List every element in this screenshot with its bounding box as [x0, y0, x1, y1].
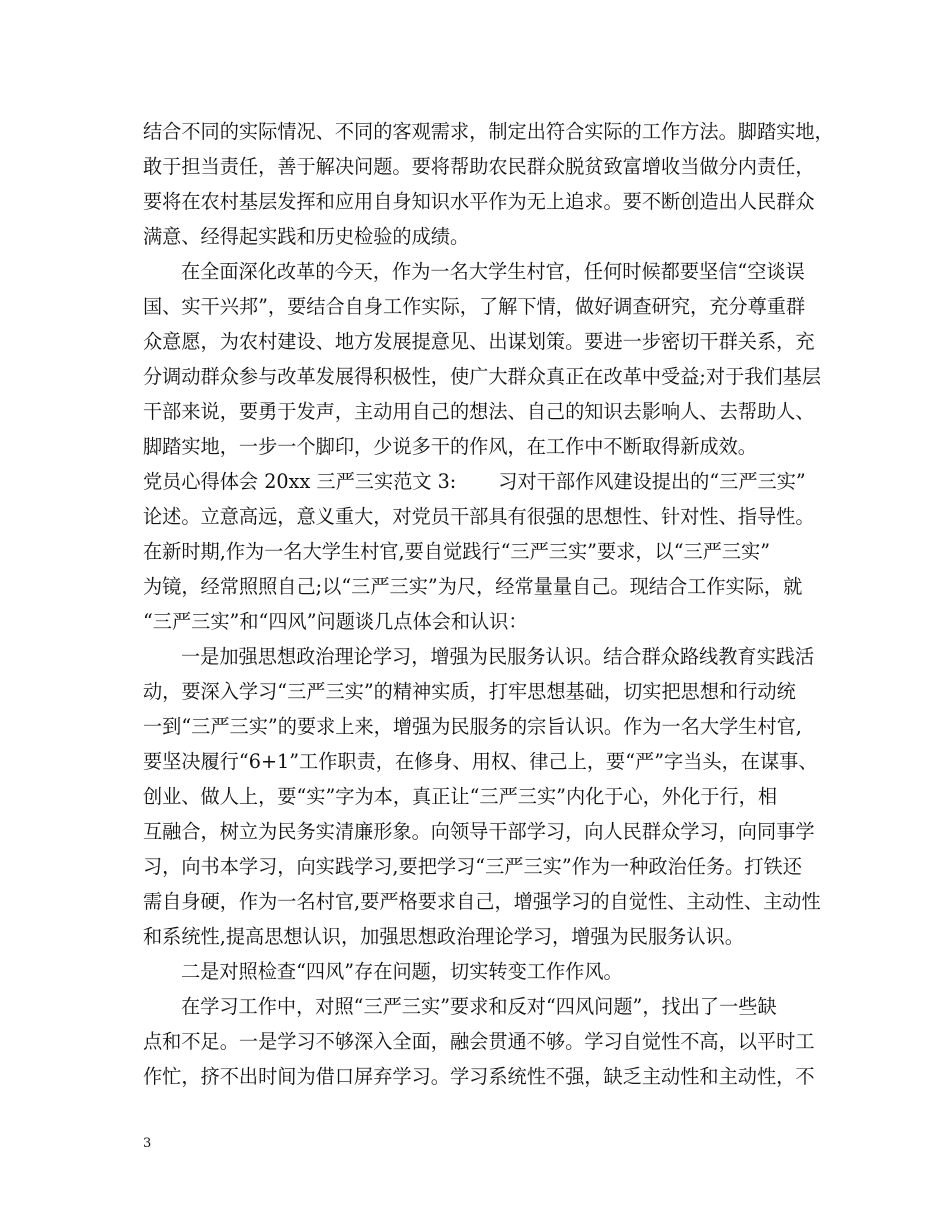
- text-line: 创业、做人上，要“实”字为本，真正让“三严三实”内化于心，外化于行，相: [143, 785, 778, 808]
- text-line: 干部来说，要勇于发声，主动用自己的想法、自己的知识去影响人、去帮助人、: [143, 400, 815, 423]
- paragraph-start-line: 在学习工作中，对照“三严三实”要求和反对“四风问题”，找出了一些缺: [181, 995, 777, 1018]
- text-line: 互融合，树立为民务实清廉形象。向领导干部学习，向人民群众学习，向同事学: [143, 820, 815, 843]
- paragraph-start-line: 在全面深化改革的今天，作为一名大学生村官，任何时候都要坚信“空谈误: [181, 260, 805, 283]
- text-line: 结合不同的实际情况、不同的客观需求，制定出符合实际的工作方法。脚踏实地，: [143, 120, 834, 143]
- body-text: [143, 114, 834, 1094]
- text-line: 要坚决履行“6+1”工作职责，在修身、用权、律己上，要“严”字当头，在谋事、: [143, 750, 818, 773]
- paragraph-start-line: 二是对照检查“四风”存在问题，切实转变工作作风。: [181, 960, 623, 983]
- text-line: 为镜，经常照照自己;以“三严三实”为尺，经常量量自己。现结合工作实际，就: [143, 575, 803, 598]
- text-line: 国、实干兴邦”，要结合自身工作实际，了解下情，做好调查研究，充分尊重群: [143, 295, 806, 318]
- text-line: 众意愿，为农村建设、地方发展提意见、出谋划策。要进一步密切干群关系，充: [143, 330, 815, 353]
- text-line: 敢于担当责任，善于解决问题。要将帮助农民群众脱贫致富增收当做分内责任，: [143, 155, 815, 178]
- text-line: 脚踏实地，一步一个脚印，少说多干的作风，在工作中不断取得新成效。: [143, 435, 757, 458]
- text-line: 需自身硬，作为一名村官,要严格要求自己，增强学习的自觉性、主动性、主动性: [143, 890, 821, 913]
- text-line: 论述。立意高远，意义重大，对党员干部具有很强的思想性、针对性、指导性。: [143, 505, 815, 528]
- text-line: 满意、经得起实践和历史检验的成绩。: [143, 225, 470, 248]
- text-line: 作忙，挤不出时间为借口屏弃学习。学习系统性不强，缺乏主动性和主动性，不: [143, 1065, 815, 1088]
- text-line: “三严三实”和“四风”问题谈几点体会和认识：: [143, 610, 528, 633]
- section-heading-title: 党员心得体会 20xx 三严三实范文 3:: [143, 470, 457, 493]
- text-line: 动，要深入学习“三严三实”的精神实质，打牢思想基础，切实把思想和行动统: [143, 680, 796, 703]
- paragraph-start-line: 一是加强思想政治理论学习，增强为民服务认识。结合群众路线教育实践活: [181, 645, 815, 668]
- text-line: 在新时期,作为一名大学生村官,要自觉践行“三严三实”要求，以“三严三实”: [143, 540, 771, 563]
- text-line: 要将在农村基层发挥和应用自身知识水平作为无上追求。要不断创造出人民群众: [143, 190, 815, 213]
- text-line: 一到“三严三实”的要求上来，增强为民服务的宗旨认识。作为一名大学生村官,: [143, 715, 802, 738]
- text-line: 点和不足。一是学习不够深入全面，融会贯通不够。学习自觉性不高，以平时工: [143, 1030, 815, 1053]
- page-number: 3: [143, 1136, 152, 1151]
- section-heading-continuation: 习对干部作风建设提出的“三严三实”: [498, 470, 806, 493]
- text-line: 习，向书本学习，向实践学习,要把学习“三严三实”作为一种政治任务。打铁还: [143, 855, 802, 878]
- section-heading-line: [143, 464, 815, 499]
- text-line: 分调动群众参与改革发展得积极性，使广大群众真正在改革中受益;对于我们基层: [143, 365, 822, 388]
- text-line: 和系统性,提高思想认识，加强思想政治理论学习，增强为民服务认识。: [143, 925, 744, 948]
